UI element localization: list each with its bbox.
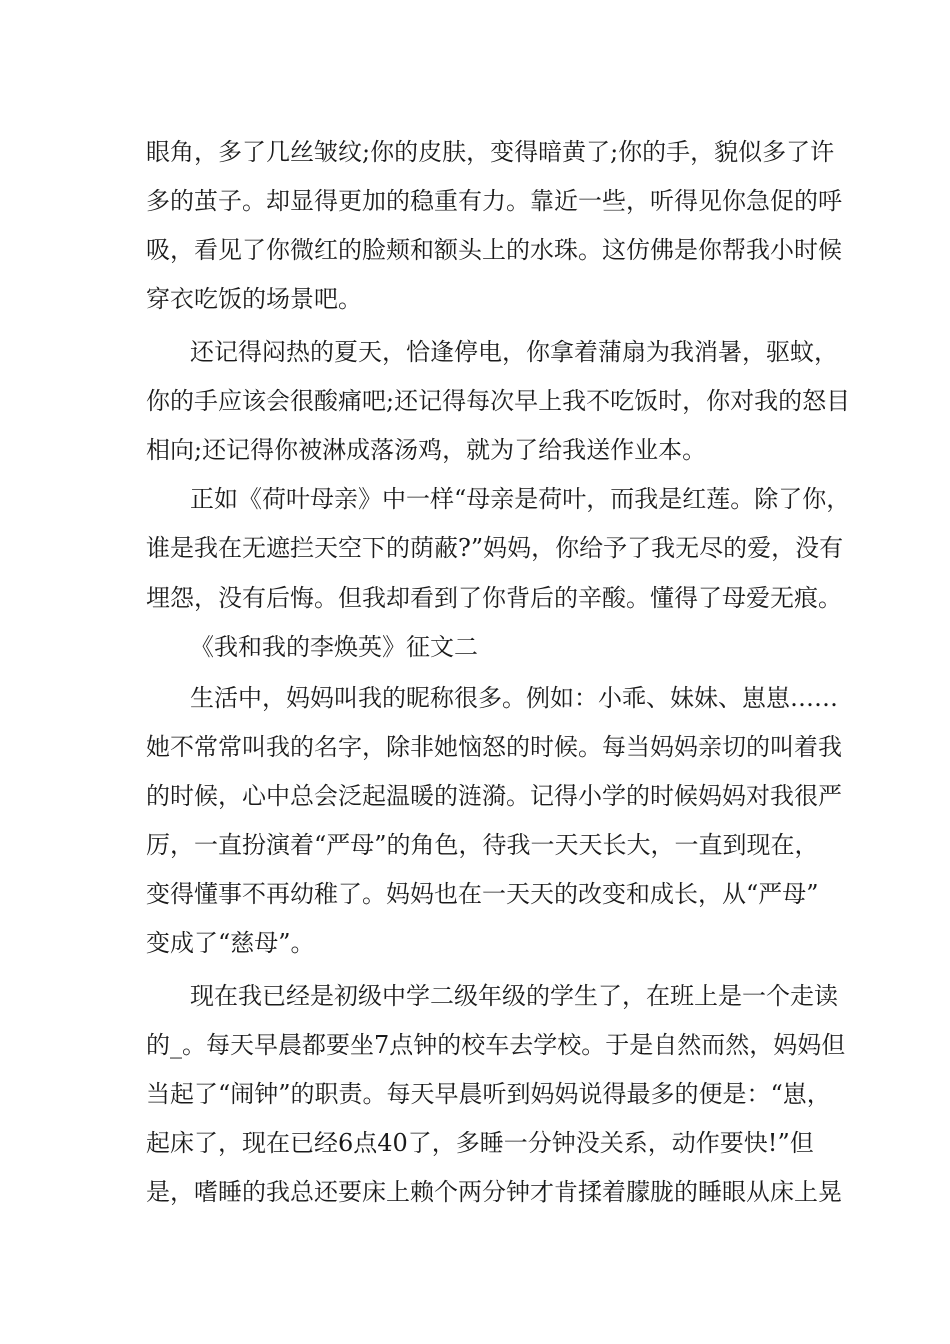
text-line-content: 当起了“闹钟”的职责。每天早晨听到妈妈说得最多的便是：“崽， [146,1080,831,1108]
text-line-content: 相向;还记得你被淋成落汤鸡，就为了给我送作业本。 [146,436,707,464]
text-line [0,573,950,623]
text-line-content: 变得懂事不再幼稚了。妈妈也在一天天的改变和成长，从“严母” [146,880,819,908]
text-line [0,1167,950,1217]
text-line [0,176,950,226]
text-line [0,225,950,275]
text-line [0,869,950,919]
text-line [0,474,950,524]
text-line [0,523,950,573]
text-line-content: 埋怨，没有后悔。但我却看到了你背后的辛酸。懂得了母爱无痕。 [146,584,842,612]
text-line-content: 多的茧子。却显得更加的稳重有力。靠近一些，听得见你急促的呼 [146,187,842,215]
text-line-content: 现在我已经是初级中学二级年级的学生了，在班上是一个走读 [190,982,838,1010]
text-line-content: 厉，一直扮演着“严母”的角色，待我一天天长大，一直到现在， [146,831,819,859]
text-line [0,1069,950,1119]
text-line [0,1118,950,1168]
text-line-content: 穿衣吃饭的场景吧。 [146,285,362,313]
text-line-content: 的时候，心中总会泛起温暖的涟漪。记得小学的时候妈妈对我很严 [146,782,842,810]
text-line-content: 她不常常叫我的名字，除非她恼怒的时候。每当妈妈亲切的叫着我 [146,733,842,761]
text-line [0,376,950,426]
text-line [0,425,950,475]
text-line [0,327,950,377]
text-line [0,820,950,870]
text-line [0,127,950,177]
text-line [0,918,950,968]
text-line-content: 谁是我在无遮拦天空下的荫蔽?”妈妈，你给予了我无尽的爱，没有 [146,534,844,562]
text-line-content: 起床了，现在已经6点40了，多睡一分钟没关系，动作要快!”但 [146,1129,814,1157]
text-line-content: 还记得闷热的夏天，恰逢停电，你拿着蒲扇为我消暑，驱蚊， [190,338,838,366]
text-line [0,1020,950,1070]
text-line-content: 吸，看见了你微红的脸颊和额头上的水珠。这仿佛是你帮我小时候 [146,236,842,264]
text-line-content: 生活中，妈妈叫我的昵称很多。例如：小乖、妹妹、崽崽…… [190,684,838,712]
text-line-content: 眼角，多了几丝皱纹;你的皮肤，变得暗黄了;你的手，貌似多了许 [146,138,835,166]
text-line [0,971,950,1021]
text-line [0,673,950,723]
text-line [0,274,950,324]
text-line-content: 是，嗜睡的我总还要床上赖个两分钟才肯揉着朦胧的睡眼从床上晃 [146,1178,842,1206]
text-line-content: 的_。每天早晨都要坐7点钟的校车去学校。于是自然而然，妈妈但 [146,1031,846,1059]
text-line-content: 正如《荷叶母亲》中一样“母亲是荷叶，而我是红莲。除了你， [190,485,851,513]
section-heading-text: 《我和我的李焕英》征文二 [190,633,478,661]
text-line [0,722,950,772]
text-line-content: 你的手应该会很酸痛吧;还记得每次早上我不吃饭时，你对我的怒目 [146,387,851,415]
text-line-content: 变成了“慈母”。 [146,929,315,957]
section-heading [0,622,950,672]
text-line [0,771,950,821]
